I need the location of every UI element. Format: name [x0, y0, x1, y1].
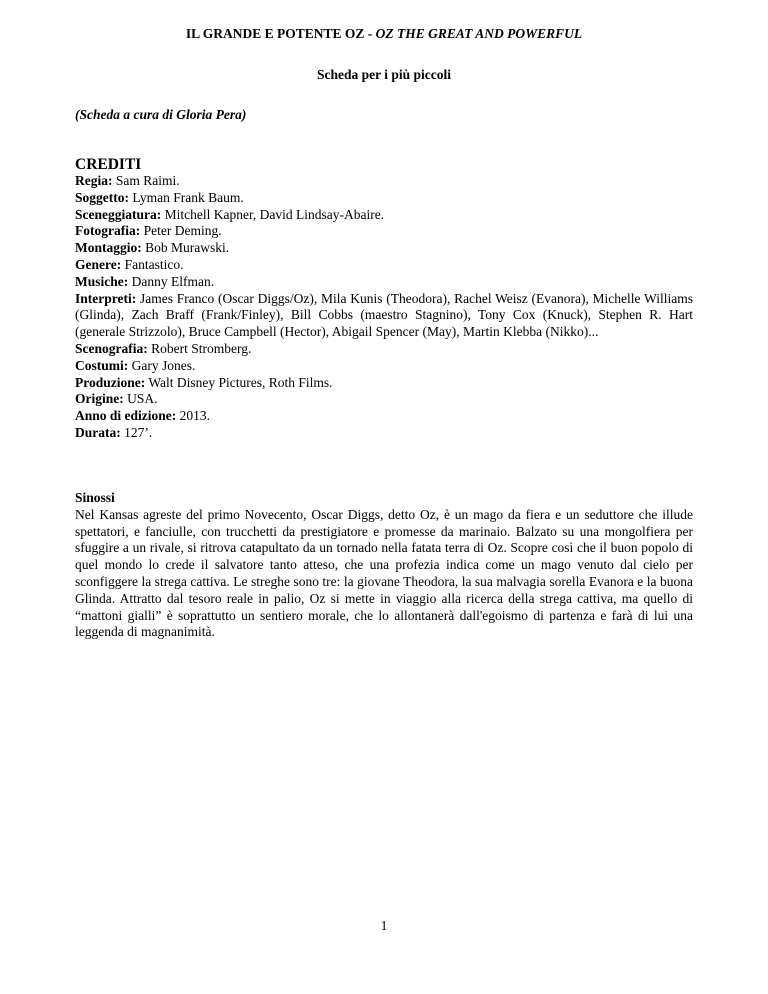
title-english: OZ THE GREAT AND POWERFUL — [375, 26, 583, 41]
credit-value: Sam Raimi. — [112, 173, 180, 188]
credit-label: Durata: — [75, 424, 121, 440]
credit-value: 127’. — [120, 424, 153, 440]
credits-section — [75, 156, 693, 442]
credit-label: Soggetto: — [75, 189, 129, 205]
curator-note: (Scheda a cura di Gloria Pera) — [75, 107, 247, 122]
credit-row-interpreti — [75, 291, 693, 341]
credit-value: 2013. — [176, 408, 211, 424]
credit-row-soggetto — [75, 190, 693, 207]
credit-row-fotografia — [75, 223, 693, 240]
credit-label: Sceneggiatura: — [75, 206, 162, 222]
credit-row-montaggio — [75, 240, 693, 257]
credit-row-anno — [75, 408, 693, 425]
credit-label: Fotografia: — [75, 223, 141, 239]
credit-label: Montaggio: — [75, 240, 142, 256]
title-italian: IL GRANDE E POTENTE OZ - — [185, 26, 376, 41]
page-number: 1 — [380, 918, 388, 933]
credit-row-durata — [75, 425, 693, 442]
credit-value: Fantastico. — [121, 256, 184, 272]
credit-value: Peter Deming. — [140, 223, 222, 239]
credit-value: Lyman Frank Baum. — [129, 189, 244, 205]
credit-row-regia — [75, 173, 693, 190]
synopsis-heading: Sinossi — [75, 490, 115, 505]
synopsis-section — [75, 490, 693, 641]
credit-row-genere — [75, 257, 693, 274]
credit-label: Musiche: — [75, 273, 129, 289]
credits-heading: CREDITI — [75, 156, 142, 173]
credit-value: Robert Stromberg. — [147, 340, 252, 356]
credit-label: Interpreti: — [75, 290, 137, 306]
credit-value: Mitchell Kapner, David Lindsay-Abaire. — [161, 206, 385, 222]
credit-label: Costumi: — [75, 357, 129, 373]
credit-value: Danny Elfman. — [128, 273, 215, 289]
credit-value: James Franco (Oscar Diggs/Oz), Mila Kunis (Theodora), Rachel Weisz (Evanora), Michelle Williams (Glinda), Zach Braff (Frank/Finley), Bill Cobbs (maestro Stagnino), Tony Cox (Knuck), Stephen R. Hart (generale Strizzolo), Bruce Campbell (Hector), Abigail Spencer (May), Martin Klebba (Nikko)... — [75, 290, 693, 340]
document-subtitle: Scheda per i più piccoli — [316, 67, 452, 82]
credit-value: Bob Murawski. — [141, 240, 230, 256]
credit-row-scenografia — [75, 341, 693, 358]
credit-row-costumi — [75, 358, 693, 375]
credit-label: Regia: — [75, 173, 113, 188]
credit-label: Produzione: — [75, 374, 146, 390]
credit-row-origine — [75, 391, 693, 408]
synopsis-paragraph: Nel Kansas agreste del primo Novecento, Oscar Diggs, detto Oz, è un mago da fiera e un seduttore che illude spettatori, e fanciulle, con trucchetti da prestigiatore e promesse da marinaio. Balzato su una mongolfiera per sfuggire a un rivale, si ritrova catapultato da un tornado nella fatata terra di Oz. Scopre così che il buon popolo di quel mondo lo crede il salvatore tanto atteso, che una profezia indica come un mago venuto dal cielo per sconfiggere la strega cattiva. Le streghe sono tre: la giovane Theodora, la sua malvagia sorella Evanora e la buona Glinda. Attratto dal tesoro reale in palio, Oz si mette in viaggio alla ricerca della strega cattiva, ma quello di “mattoni gialli” è soprattutto un sentiero morale, che lo allontanerà dall'egoismo di partenza e farà di lui una leggenda di magnanimità. — [75, 506, 693, 640]
document-title — [0, 26, 768, 42]
credit-label: Scenografia: — [75, 340, 148, 356]
credit-value: Walt Disney Pictures, Roth Films. — [145, 374, 333, 390]
credit-label: Genere: — [75, 256, 122, 272]
credit-value: USA. — [123, 391, 158, 407]
credit-row-produzione — [75, 375, 693, 392]
credit-label: Origine: — [75, 391, 124, 407]
credit-value: Gary Jones. — [128, 357, 196, 373]
credit-row-sceneggiatura — [75, 207, 693, 224]
credit-row-musiche — [75, 274, 693, 291]
credit-label: Anno di edizione: — [75, 408, 177, 424]
